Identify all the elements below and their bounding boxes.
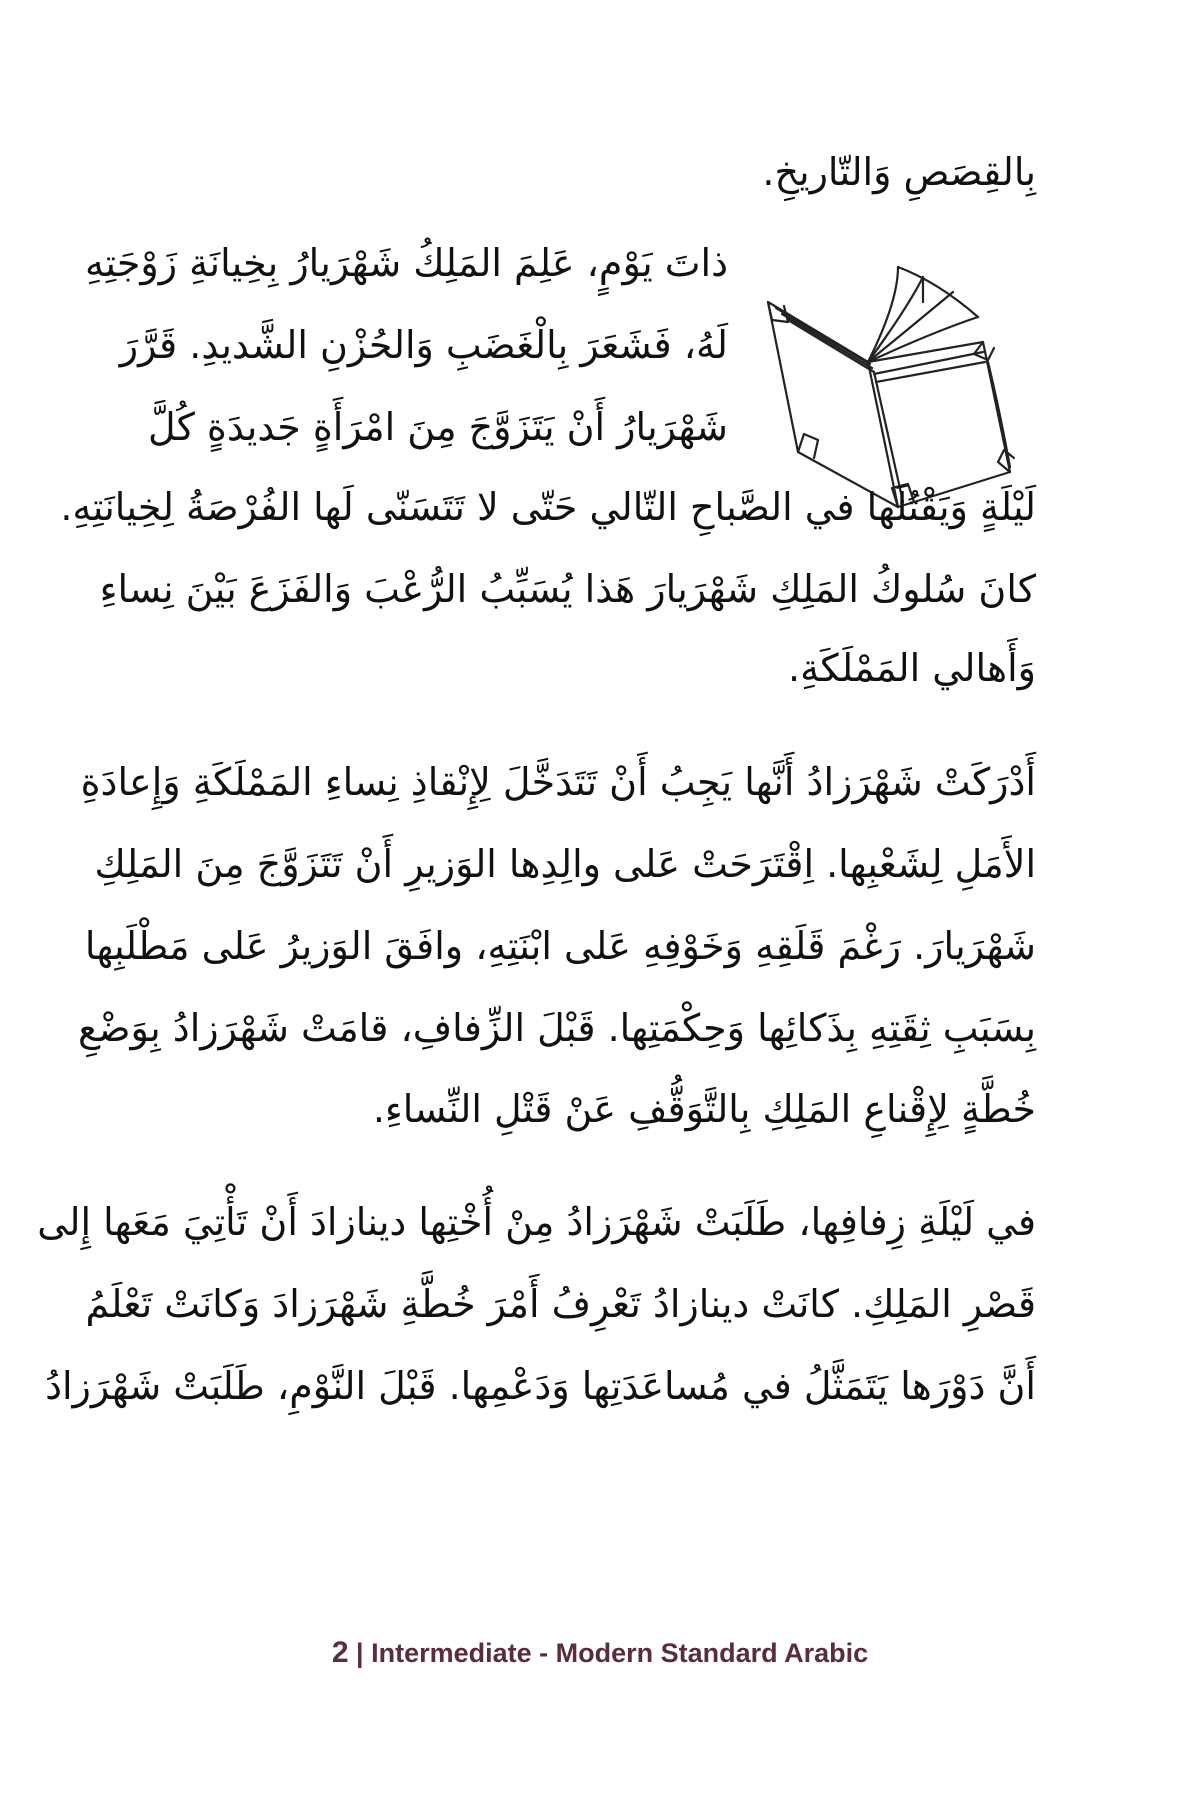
story-line: ذاتَ يَوْمٍ، عَلِمَ المَلِكُ شَهْرَيارُ بِخِيانَةِ زَوْجَتِهِ [85, 241, 728, 285]
story-line: لَيْلَةٍ وَيَقْتُلَها في الصَّباحِ التّالي حَتّى لا تَتَسَنّى لَها الفُرْصَةُ لِخِيانَتِهِ. [60, 485, 1036, 529]
footer-separator: | [356, 1638, 364, 1668]
story-line: شَهْرَيارُ أَنْ يَتَزَوَّجَ مِنَ امْرَأَةٍ جَديدَةٍ كُلَّ [147, 405, 728, 449]
footer-label: Intermediate - Modern Standard Arabic [371, 1638, 869, 1668]
story-line: بِالقِصَصِ وَالتّاريخِ. [762, 150, 1036, 194]
page-footer [0, 1636, 1200, 1670]
story-line: وَأَهالي المَمْلَكَةِ. [788, 646, 1036, 690]
story-line: الأَمَلِ لِشَعْبِها. اِقْتَرَحَتْ عَلى والِدِها الوَزيرِ أَنْ تَتَزَوَّجَ مِنَ المَلِكِ [94, 842, 1036, 886]
story-line: في لَيْلَةِ زِفافِها، طَلَبَتْ شَهْرَزادُ مِنْ أُخْتِها دينازادَ أَنْ تَأْتِيَ مَعَها إِلى [37, 1200, 1036, 1244]
story-line: أَدْرَكَتْ شَهْرَزادُ أَنَّها يَجِبُ أَنْ تَتَدَخَّلَ لِإِنْقاذِ نِساءِ المَمْلَكَةِ وَإِعادَةِ [80, 760, 1036, 804]
story-line: كانَ سُلوكُ المَلِكِ شَهْرَيارَ هَذا يُسَبِّبُ الرُّعْبَ وَالفَزَعَ بَيْنَ نِساءِ [99, 567, 1036, 611]
page-number: 2 [331, 1636, 349, 1669]
story-line: أَنَّ دَوْرَها يَتَمَثَّلُ في مُساعَدَتِها وَدَعْمِها. قَبْلَ النَّوْمِ، طَلَبَتْ شَهْرَزادُ [45, 1364, 1036, 1408]
story-line: لَهُ، فَشَعَرَ بِالْغَضَبِ وَالحُزْنِ الشَّديدِ. قَرَّرَ [119, 323, 728, 367]
story-line: قَصْرِ المَلِكِ. كانَتْ دينازادُ تَعْرِفُ أَمْرَ خُطَّةِ شَهْرَزادَ وَكانَتْ تَعْلَمُ [85, 1282, 1036, 1326]
story-line: خُطَّةٍ لِإِقْناعِ المَلِكِ بِالتَّوَقُّفِ عَنْ قَتْلِ النِّساءِ. [372, 1087, 1036, 1131]
story-line: شَهْرَيارَ. رَغْمَ قَلَقِهِ وَخَوْفِهِ عَلى ابْنَتِهِ، وافَقَ الوَزيرُ عَلى مَطْلَبِها [84, 924, 1036, 968]
story-line: بِسَبَبِ ثِقَتِهِ بِذَكائِها وَحِكْمَتِها. قَبْلَ الزِّفافِ، قامَتْ شَهْرَزادُ بِوَضْعِ [78, 1006, 1036, 1050]
